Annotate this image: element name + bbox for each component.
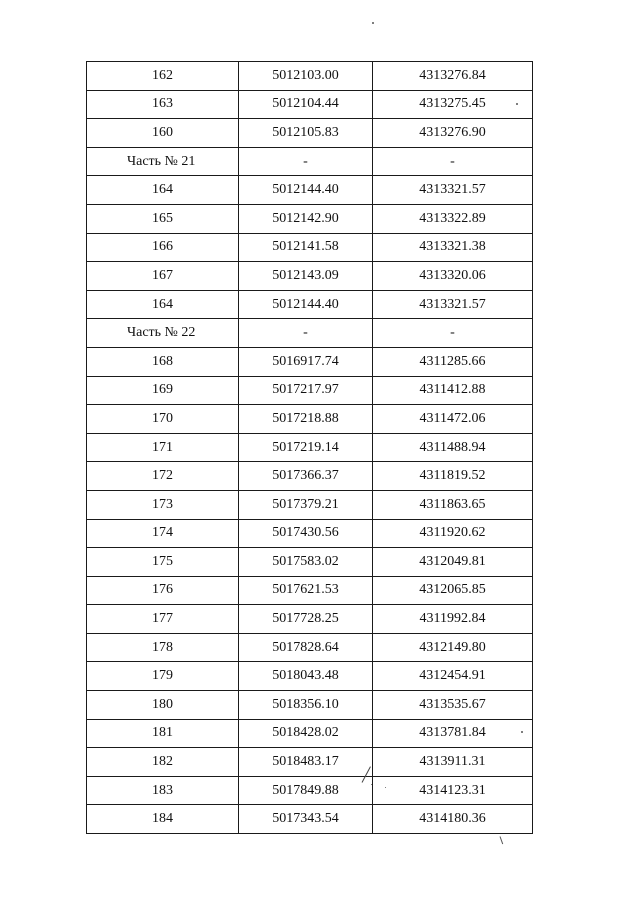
y-coordinate-cell: 4313320.06 [373,262,533,291]
x-coordinate-cell: - [239,147,373,176]
y-coordinate-cell: 4313276.90 [373,119,533,148]
y-coordinate-cell: 4312065.85 [373,576,533,605]
x-coordinate-cell: 5017583.02 [239,548,373,577]
y-coordinate-cell: 4313321.38 [373,233,533,262]
y-coordinate-cell: 4313321.57 [373,290,533,319]
y-coordinate-cell: 4311920.62 [373,519,533,548]
point-cell: 167 [87,262,239,291]
scan-speck [372,22,374,24]
point-cell: Часть № 21 [87,147,239,176]
point-cell: 169 [87,376,239,405]
x-coordinate-cell: 5018483.17 [239,748,373,777]
scan-speck [516,103,518,105]
scan-speck [385,787,386,788]
point-cell: 177 [87,605,239,634]
x-coordinate-cell: 5012143.09 [239,262,373,291]
y-coordinate-cell: 4314123.31 [373,776,533,805]
table-row [87,662,533,691]
point-cell: 182 [87,748,239,777]
point-cell: 176 [87,576,239,605]
table-row [87,62,533,91]
y-coordinate-cell: 4311285.66 [373,347,533,376]
y-coordinate-cell: 4313275.45 [373,90,533,119]
x-coordinate-cell: 5017430.56 [239,519,373,548]
x-coordinate-cell: 5017366.37 [239,462,373,491]
table-row [87,719,533,748]
scan-speck [521,731,523,733]
table-row [87,90,533,119]
x-coordinate-cell: - [239,319,373,348]
coordinates-table-body [87,62,533,834]
point-cell: 184 [87,805,239,834]
x-coordinate-cell: 5017217.97 [239,376,373,405]
table-row [87,633,533,662]
table-row [87,262,533,291]
x-coordinate-cell: 5017379.21 [239,490,373,519]
x-coordinate-cell: 5012141.58 [239,233,373,262]
pen-tick-mark [500,836,504,844]
table-row [87,691,533,720]
y-coordinate-cell: 4311819.52 [373,462,533,491]
point-cell: 179 [87,662,239,691]
y-coordinate-cell: - [373,147,533,176]
y-coordinate-cell: - [373,319,533,348]
y-coordinate-cell: 4313322.89 [373,204,533,233]
x-coordinate-cell: 5012105.83 [239,119,373,148]
table-row [87,433,533,462]
point-cell: 165 [87,204,239,233]
table-row [87,548,533,577]
x-coordinate-cell: 5012144.40 [239,290,373,319]
point-cell: 171 [87,433,239,462]
table-row [87,805,533,834]
scan-speck [371,784,372,785]
table-row [87,376,533,405]
point-cell: 164 [87,176,239,205]
table-row [87,576,533,605]
x-coordinate-cell: 5017219.14 [239,433,373,462]
table-row [87,462,533,491]
table-row [87,405,533,434]
x-coordinate-cell: 5012103.00 [239,62,373,91]
table-row [87,176,533,205]
point-cell: 181 [87,719,239,748]
coordinates-table [86,61,533,834]
x-coordinate-cell: 5012142.90 [239,204,373,233]
x-coordinate-cell: 5018043.48 [239,662,373,691]
x-coordinate-cell: 5017728.25 [239,605,373,634]
x-coordinate-cell: 5017849.88 [239,776,373,805]
point-cell: 168 [87,347,239,376]
table-row [87,204,533,233]
y-coordinate-cell: 4312149.80 [373,633,533,662]
point-cell: 163 [87,90,239,119]
x-coordinate-cell: 5018428.02 [239,719,373,748]
y-coordinate-cell: 4313535.67 [373,691,533,720]
table-row [87,233,533,262]
y-coordinate-cell: 4311488.94 [373,433,533,462]
point-cell: 173 [87,490,239,519]
x-coordinate-cell: 5017621.53 [239,576,373,605]
point-cell: 180 [87,691,239,720]
x-coordinate-cell: 5012144.40 [239,176,373,205]
table-row [87,519,533,548]
point-cell: 178 [87,633,239,662]
x-coordinate-cell: 5012104.44 [239,90,373,119]
table-row [87,290,533,319]
y-coordinate-cell: 4311992.84 [373,605,533,634]
y-coordinate-cell: 4311412.88 [373,376,533,405]
y-coordinate-cell: 4314180.36 [373,805,533,834]
table-row [87,605,533,634]
table-row [87,347,533,376]
point-cell: 174 [87,519,239,548]
y-coordinate-cell: 4313781.84 [373,719,533,748]
point-cell: 160 [87,119,239,148]
x-coordinate-cell: 5017828.64 [239,633,373,662]
table-row [87,490,533,519]
y-coordinate-cell: 4311863.65 [373,490,533,519]
point-cell: 183 [87,776,239,805]
table-row [87,119,533,148]
y-coordinate-cell: 4313321.57 [373,176,533,205]
y-coordinate-cell: 4312454.91 [373,662,533,691]
table-row [87,748,533,777]
point-cell: 175 [87,548,239,577]
point-cell: 172 [87,462,239,491]
x-coordinate-cell: 5016917.74 [239,347,373,376]
y-coordinate-cell: 4312049.81 [373,548,533,577]
x-coordinate-cell: 5017343.54 [239,805,373,834]
x-coordinate-cell: 5017218.88 [239,405,373,434]
point-cell: Часть № 22 [87,319,239,348]
y-coordinate-cell: 4313911.31 [373,748,533,777]
section-row [87,147,533,176]
point-cell: 170 [87,405,239,434]
point-cell: 166 [87,233,239,262]
point-cell: 164 [87,290,239,319]
x-coordinate-cell: 5018356.10 [239,691,373,720]
table-row [87,776,533,805]
y-coordinate-cell: 4313276.84 [373,62,533,91]
y-coordinate-cell: 4311472.06 [373,405,533,434]
point-cell: 162 [87,62,239,91]
section-row [87,319,533,348]
